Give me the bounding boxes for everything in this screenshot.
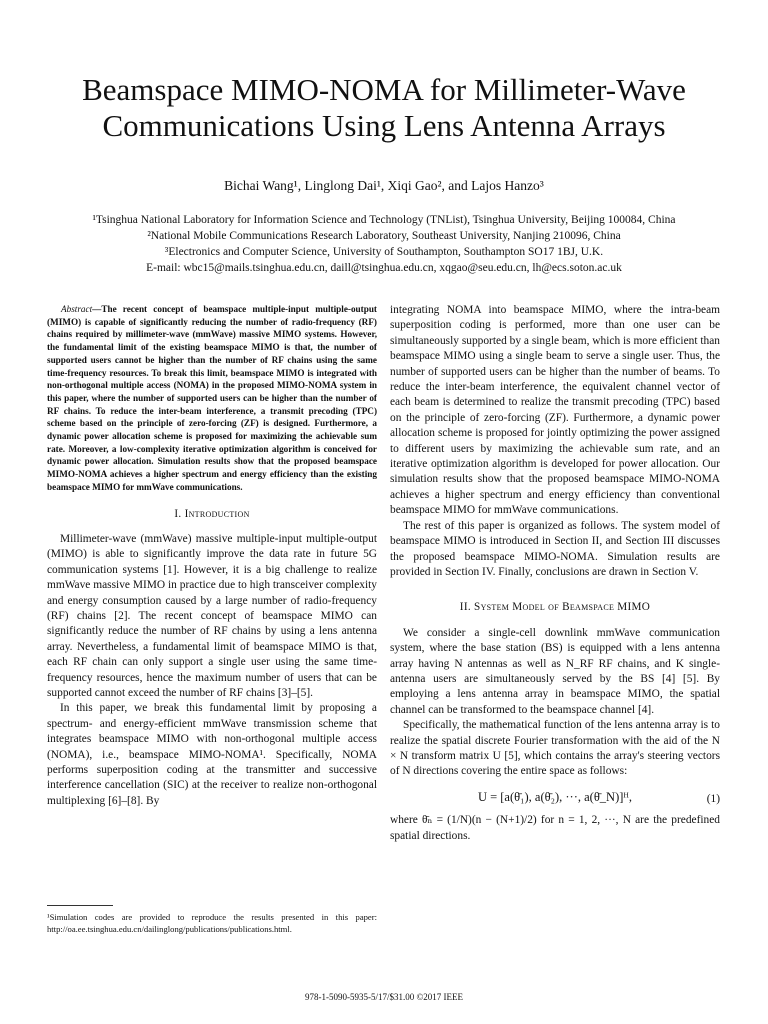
section-2-numeral: II. [459, 601, 475, 614]
section-1-numeral: I. [174, 507, 185, 520]
affiliation-2: ²National Mobile Communications Research Laboratory, Southeast University, Nanjing 210096, China [147, 230, 621, 242]
footnote-divider [47, 905, 113, 906]
system-model-paragraph-3: where θ̄ₙ = (1/N)(n − (N+1)/2) for n = 1, 2, ···, N are the predefined spatial directions. [390, 814, 720, 842]
abstract-label: Abstract [61, 304, 93, 314]
title-line-2: Communications Using Lens Antenna Arrays [102, 108, 666, 143]
abstract-text: —The recent concept of beamspace multiple-input multiple-output (MIMO) is capable of significantly reducing the number of radio-frequency (RF) chains required by millimeter-wave (mmWave) massive MIMO systems. However, the fundamental limit of the existing beamspace MIMO is that, the number of supported users cannot be higher than the number of RF chains using the same time-frequency resources. To break this limit, beamspace MIMO is integrated with non-orthogonal multiple access (NOMA) in the proposed MIMO-NOMA system in this paper, where the number of supported users can be higher than the number of RF chains. To reduce the inter-beam interference, a transmit precoding (TPC) scheme based on the principle of zero-forcing (ZF) is designed. Furthermore, a dynamic power allocation scheme is proposed for maximizing the achievable sum rate. Moreover, a low-complexity iterative optimization algorithm is conceived for dynamic power allocation. Simulation results show that the proposed beamspace MIMO-NOMA achieves a higher spectrum and energy efficiency than the existing beamspace MIMO for mmWave communications. [47, 304, 377, 492]
intro-paragraph-2: In this paper, we break this fundamental limit by proposing a spectrum- and energy-efficient mmWave transmission scheme that integrates beamspace MIMO with non-orthogonal multiple access (NOMA), i.e., beamspace MIMO-NOMA¹. Specifically, NOMA performs superposition coding at the transmitter and successive interference cancellation (SIC) at the receiver to realize non-orthogonal multiplexing [6]–[8]. By [47, 702, 377, 807]
paper-title [40, 72, 728, 144]
email-line: E-mail: wbc15@mails.tsinghua.edu.cn, daill@tsinghua.edu.cn, xqgao@seu.edu.cn, lh@ecs.soton.ac.uk [146, 262, 622, 274]
intro-paragraph-1: Millimeter-wave (mmWave) massive multiple-input multiple-output (MIMO) is able to significantly improve the data rate in future 5G communication systems [1]. However, it is a big challenge to realize mmWave massive MIMO in practice due to high transceiver complexity and energy consumption caused by a large number of radio-frequency (RF) chains [2]. The recent concept of beamspace MIMO can significantly reduce the number of RF chains by using a lens antenna array. Nevertheless, a fundamental limit of beamspace MIMO is that, each RF chain can only support a single user using the same time-frequency resources, hence the maximum number of users that can be supported cannot exceed the number of RF chains [3]–[5]. [47, 532, 377, 700]
equation-1-body: U = [a(θ̄₁), a(θ̄₂), ···, a(θ̄_N)]ᴴ, [477, 789, 633, 804]
section-1-title: Introduction [184, 507, 250, 520]
right-column [390, 303, 720, 844]
equation-1-number: (1) [706, 792, 720, 805]
section-heading-system-model [390, 600, 720, 615]
footnote: ¹Simulation codes are provided to reproduce the results presented in this paper: http://oa.ee.tsinghua.edu.cn/dailinglong/publications/publications.html. [47, 912, 377, 934]
intro-paragraph-4: The rest of this paper is organized as follows. The system model of beamspace MIMO is introduced in Section II, and Section III discusses the proposed beamspace MIMO-NOMA. Simulation results are provided in Section IV. Finally, conclusions are drawn in Section V. [390, 519, 720, 578]
affiliation-3: ³Electronics and Computer Science, University of Southampton, Southampton SO17 1BJ, U.K. [164, 246, 604, 258]
copyright-footer: 978-1-5090-5935-5/17/$31.00 ©2017 IEEE [304, 992, 464, 1002]
affiliations [40, 212, 728, 276]
abstract [47, 303, 377, 494]
affiliation-1: ¹Tsinghua National Laboratory for Information Science and Technology (TNList), Tsinghua University, Beijing 100084, China [92, 214, 676, 226]
title-line-1: Beamspace MIMO-NOMA for Millimeter-Wave [82, 72, 686, 107]
intro-paragraph-3: integrating NOMA into beamspace MIMO, where the intra-beam superposition coding is performed, more than one user can be simultaneously supported by a single beam, which is more efficient than beamspace MIMO using a single beam to serve a single user. Thus, the number of supported users can be higher than the number of beams. To reduce the inter-beam interference, the equivalent channel vector of each beam is determined to realize the transmit precoding (TPC) based on the principle of zero-forcing (ZF). Furthermore, a dynamic power allocation scheme is proposed for jointly optimizing the power assigned to different users by maximizing the achievable sum rate, and an iterative optimization algorithm is developed for power allocation. Our simulation results show that the proposed beamspace MIMO-NOMA achieves a higher spectrum and energy efficiency than conventional beamspace MIMO for mmWave communications. [390, 304, 720, 517]
author-list: Bichai Wang¹, Linglong Dai¹, Xiqi Gao², and Lajos Hanzo³ [224, 178, 544, 193]
section-heading-introduction [47, 507, 377, 522]
section-2-title: System Model of Beamspace MIMO [474, 601, 651, 614]
system-model-paragraph-2: Specifically, the mathematical function of the lens antenna array is to realize the spatial discrete Fourier transformation with the aid of the N × N transform matrix U [5], which contains the array's steering vectors of N directions covering the entire space as follows: [390, 719, 720, 778]
equation-1 [390, 790, 720, 805]
system-model-paragraph-1: We consider a single-cell downlink mmWave communication system, where the base station (BS) is equipped with a lens antenna array having N antennas as well as N_RF RF chains, and K single-antenna users are simultaneously served by the BS [4] [5]. By employing a lens antenna array in beamspace MIMO, the spatial channel can be transformed to the beamspace channel [4]. [390, 626, 720, 716]
left-column [47, 303, 377, 809]
